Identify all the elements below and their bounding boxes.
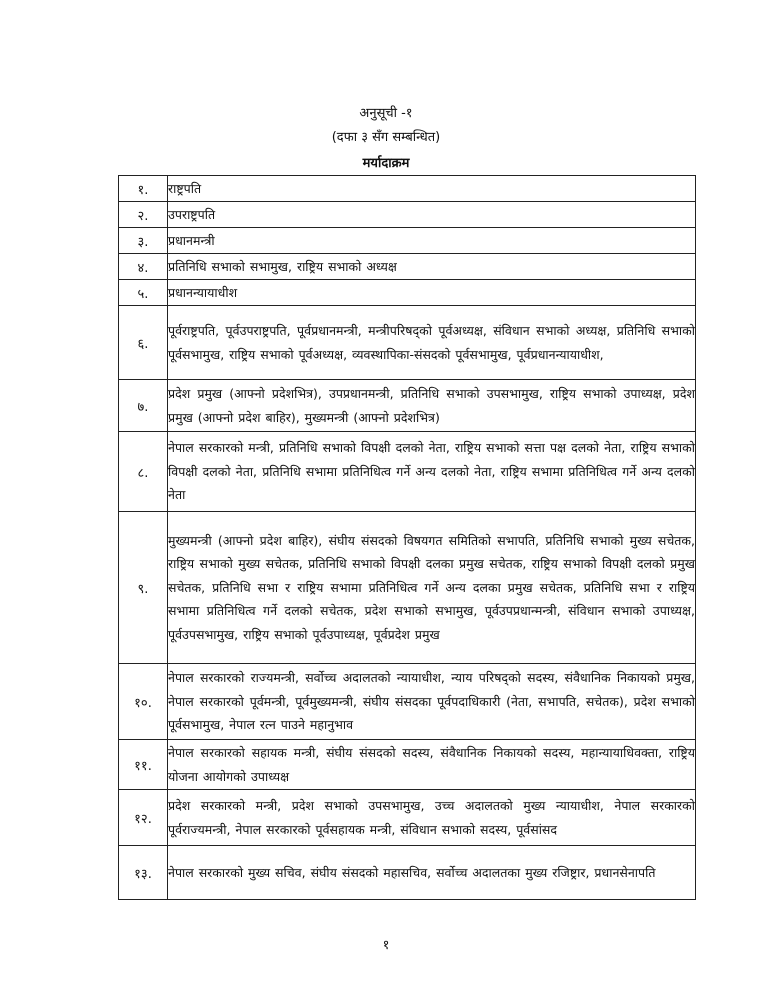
precedence-heading: मर्यादाक्रम bbox=[362, 156, 410, 171]
table-row bbox=[119, 432, 696, 512]
rank-number: १२. bbox=[119, 790, 168, 846]
table-row bbox=[119, 254, 696, 280]
rank-number: ५. bbox=[119, 280, 168, 306]
rank-number: ६. bbox=[119, 306, 168, 380]
rank-text: राष्ट्रपति bbox=[168, 176, 696, 202]
rank-number: ३. bbox=[119, 228, 168, 254]
rank-text: प्रदेश प्रमुख (आफ्नो प्रदेशभित्र), उपप्रधानमन्त्री, प्रतिनिधि सभाको उपसभामुख, राष्ट्रिय सभाको उपाध्यक्ष, प्रदेश प्रमुख (आफ्नो प्रदेश बाहिर), मुख्यमन्त्री (आफ्नो प्रदेशभित्र) bbox=[168, 380, 696, 432]
rank-text: उपराष्ट्रपति bbox=[168, 202, 696, 228]
schedule-subtitle: (दफा ३ सँग सम्बन्धित) bbox=[331, 130, 441, 145]
rank-number: ४. bbox=[119, 254, 168, 280]
rank-text: प्रधानन्यायाधीश bbox=[168, 280, 696, 306]
rank-text: पूर्वराष्ट्रपति, पूर्वउपराष्ट्रपति, पूर्वप्रधानमन्त्री, मन्त्रीपरिषद्को पूर्वअध्यक्ष, संविधान सभाको अध्यक्ष, प्रतिनिधि सभाको पूर्वसभामुख, राष्ट्रिय सभाको पूर्वअध्यक्ष, व्यवस्थापिका-संसदको पूर्वसभामुख, पूर्वप्रधानन्यायाधीश, bbox=[168, 306, 696, 380]
rank-text: मुख्यमन्त्री (आफ्नो प्रदेश बाहिर), संघीय संसदको विषयगत समितिको सभापति, प्रतिनिधि सभाको मुख्य सचेतक, राष्ट्रिय सभाको मुख्य सचेतक, प्रतिनिधि सभाको विपक्षी दलका प्रमुख सचेतक, राष्ट्रिय सभाको विपक्षी दलको प्रमुख सचेतक, प्रतिनिधि सभा र राष्ट्रिय सभामा प्रतिनिधित्व गर्ने अन्य दलका प्रमुख सचेतक, प्रतिनिधि सभा र राष्ट्रिय सभामा प्रतिनिधित्व गर्ने दलको सचेतक, प्रदेश सभाको सभामुख, पूर्वउपप्रधान्मन्त्री, संविधान सभाको उपाध्यक्ष, पूर्वउपसभामुख, राष्ट्रिय सभाको पूर्वउपाध्यक्ष, पूर्वप्रदेश प्रमुख bbox=[168, 512, 696, 664]
table-row bbox=[119, 176, 696, 202]
rank-number: ११. bbox=[119, 740, 168, 790]
precedence-table bbox=[118, 175, 696, 900]
rank-text: नेपाल सरकारको राज्यमन्त्री, सर्वोच्च अदालतको न्यायाधीश, न्याय परिषद्को सदस्य, संवैधानिक निकायको प्रमुख, नेपाल सरकारको पूर्वमन्त्री, पूर्वमुख्यमन्त्री, संघीय संसदका पूर्वपदाधिकारी (नेता, सभापति, सचेतक), प्रदेश सभाको पूर्वसभामुख, नेपाल रत्न पाउने महानुभाव bbox=[168, 664, 696, 740]
table-row bbox=[119, 790, 696, 846]
rank-text: नेपाल सरकारको सहायक मन्त्री, संघीय संसदको सदस्य, संवैधानिक निकायको सदस्य, महान्यायाधिवक्ता, राष्ट्रिय योजना आयोगको उपाध्यक्ष bbox=[168, 740, 696, 790]
rank-number: ७. bbox=[119, 380, 168, 432]
rank-number: १३. bbox=[119, 846, 168, 900]
table-row bbox=[119, 512, 696, 664]
table-row bbox=[119, 280, 696, 306]
table-row bbox=[119, 228, 696, 254]
rank-number: १०. bbox=[119, 664, 168, 740]
page-number: १ bbox=[382, 938, 390, 953]
rank-number: ८. bbox=[119, 432, 168, 512]
rank-number: १. bbox=[119, 176, 168, 202]
rank-text: नेपाल सरकारको मुख्य सचिव, संघीय संसदको महासचिव, सर्वोच्च अदालतका मुख्य रजिष्ट्रार, प्रधानसेनापति bbox=[168, 846, 696, 900]
table-row bbox=[119, 202, 696, 228]
rank-text: प्रधानमन्त्री bbox=[168, 228, 696, 254]
rank-text: नेपाल सरकारको मन्त्री, प्रतिनिधि सभाको विपक्षी दलको नेता, राष्ट्रिय सभाको सत्ता पक्ष दलको नेता, राष्ट्रिय सभाको विपक्षी दलको नेता, प्रतिनिधि सभामा प्रतिनिधित्व गर्ने अन्य दलको नेता, राष्ट्रिय सभामा प्रतिनिधित्व गर्ने अन्य दलको नेता bbox=[168, 432, 696, 512]
table-row bbox=[119, 664, 696, 740]
rank-number: २. bbox=[119, 202, 168, 228]
table-row bbox=[119, 846, 696, 900]
table-row bbox=[119, 380, 696, 432]
rank-text: प्रदेश सरकारको मन्त्री, प्रदेश सभाको उपसभामुख, उच्च अदालतको मुख्य न्यायाधीश, नेपाल सरकारको पूर्वराज्यमन्त्री, नेपाल सरकारको पूर्वसहायक मन्त्री, संविधान सभाको सदस्य, पूर्वसांसद bbox=[168, 790, 696, 846]
rank-text: प्रतिनिधि सभाको सभामुख, राष्ट्रिय सभाको अध्यक्ष bbox=[168, 254, 696, 280]
table-row bbox=[119, 740, 696, 790]
table-row bbox=[119, 306, 696, 380]
rank-number: ९. bbox=[119, 512, 168, 664]
schedule-title: अनुसूची -१ bbox=[359, 106, 413, 121]
